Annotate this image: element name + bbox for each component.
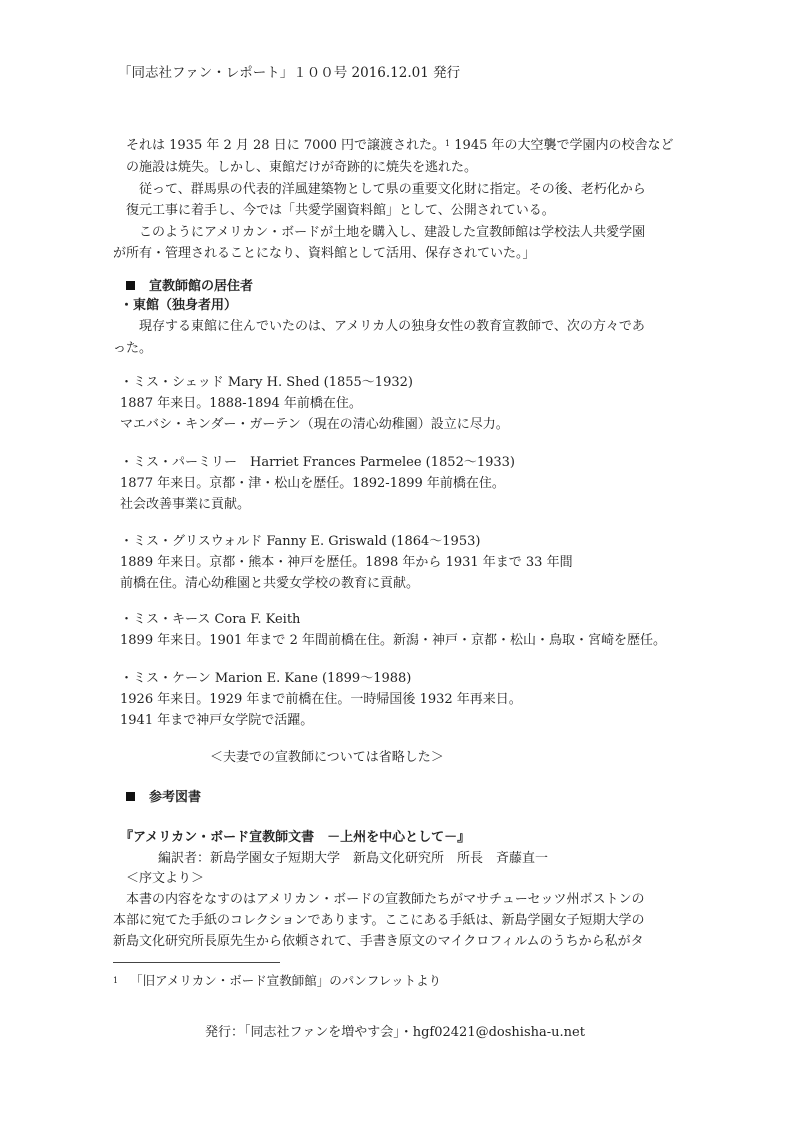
omission-note: ＜夫妻での宣教師については省略した＞ <box>210 750 444 765</box>
intro-line-4: 復元工事に着手し、今では「共愛学園資料館」として、公開されている。 <box>126 203 555 218</box>
subheading-east-hall: ・東館（独身者用） <box>120 298 238 313</box>
preface-label: ＜序文より＞ <box>126 871 205 886</box>
preface-line-1: 本書の内容をなすのはアメリカン・ボードの宣教師たちがマサチューセッツ州ボストンの <box>113 892 645 907</box>
preface-line-3: 新島文化研究所長原先生から依頼されて、手書き原文のマイクロフィルムのうちから私がタ <box>113 934 644 949</box>
section-heading-text: 宣教師館の居住者 <box>149 279 254 294</box>
missionary-detail: 1889 年来日。京都・熊本・神戸を歴任。1898 年から 1931 年まで 33 年間 <box>120 555 573 570</box>
residents-para-1: 現存する東館に住んでいたのは、アメリカ人の独身女性の教育宣教師で、次の方々であ <box>126 319 645 334</box>
missionary-detail: 1887 年来日。1888-1894 年前橋在住。 <box>120 396 362 411</box>
missionary-detail: マエバシ・キンダー・ガーテン（現在の清心幼稚園）設立に尽力。 <box>120 417 509 432</box>
intro-line-3: 従って、群馬県の代表的洋風建築物として県の重要文化財に指定。その後、老朽化から <box>126 182 646 197</box>
missionary-detail: 社会改善事業に貢献。 <box>120 497 251 512</box>
intro-line-2: の施設は焼失。しかし、東館だけが奇跡的に焼失を逃れた。 <box>126 160 478 175</box>
intro-line-1 <box>126 137 674 155</box>
missionary-detail: 1941 年まで神戸女学院で活躍。 <box>120 713 314 728</box>
intro-line-5: このようにアメリカン・ボードが土地を購入し、建設した宣教師館は学校法人共愛学園 <box>126 225 646 240</box>
footnote-ref[interactable]: 1 <box>445 139 451 148</box>
square-bullet-icon <box>126 281 135 290</box>
footnote-divider <box>113 962 280 963</box>
missionary-name: ・ミス・ケーン Marion E. Kane (1899～1988) <box>120 671 412 686</box>
book-title: 『アメリカン・ボード宣教師文書 －上州を中心として－』 <box>120 830 471 845</box>
section-heading-references <box>126 789 201 807</box>
missionary-detail: 1899 年来日。1901 年まで 2 年間前橋在住。新潟・神戸・京都・松山・鳥取・宮崎を歴任。 <box>120 633 666 648</box>
missionary-name: ・ミス・キース Cora F. Keith <box>120 612 301 627</box>
intro-text: 1945 年の大空襲で学園内の校舎など <box>454 138 674 153</box>
footnote <box>113 972 441 990</box>
page-header: 「同志社ファン・レポート」１００号 2016.12.01 発行 <box>118 65 461 81</box>
missionary-name: ・ミス・シェッド Mary H. Shed (1855～1932) <box>120 375 413 390</box>
missionary-name: ・ミス・グリスウォルド Fanny E. Griswald (1864～1953) <box>120 534 481 549</box>
missionary-name: ・ミス・パーミリー Harriet Frances Parmelee (1852～1933) <box>120 455 515 470</box>
book-editor: 編訳者：新島学園女子短期大学 新島文化研究所 所長 斉藤直一 <box>158 851 549 866</box>
square-bullet-icon <box>126 792 135 801</box>
intro-text: それは 1935 年 2 月 28 日に 7000 円で譲渡された。 <box>126 138 446 153</box>
missionary-detail: 1926 年来日。1929 年まで前橋在住。一時帰国後 1932 年再来日。 <box>120 692 522 707</box>
missionary-detail: 前橋在住。清心幼稚園と共愛女学校の教育に貢献。 <box>120 576 420 591</box>
footnote-text: 「旧アメリカン・ボード宣教師館」のパンフレットより <box>130 973 442 988</box>
missionary-detail: 1877 年来日。京都・津・松山を歴任。1892-1899 年前橋在住。 <box>120 476 505 491</box>
section-heading-text: 参考図書 <box>149 790 202 805</box>
residents-para-2: った。 <box>113 341 153 356</box>
preface-line-2: 本部に宛てた手紙のコレクションであります。ここにある手紙は、新島学園女子短期大学の <box>113 913 645 928</box>
intro-line-6: が所有・管理されることになり、資料館として活用、保存されていた。」 <box>113 246 536 261</box>
footnote-mark: 1 <box>113 976 119 985</box>
page-footer: 発行：「同志社ファンを増やす会」・hgf02421@doshisha-u.net <box>205 1025 585 1040</box>
section-heading-residents <box>126 278 253 296</box>
